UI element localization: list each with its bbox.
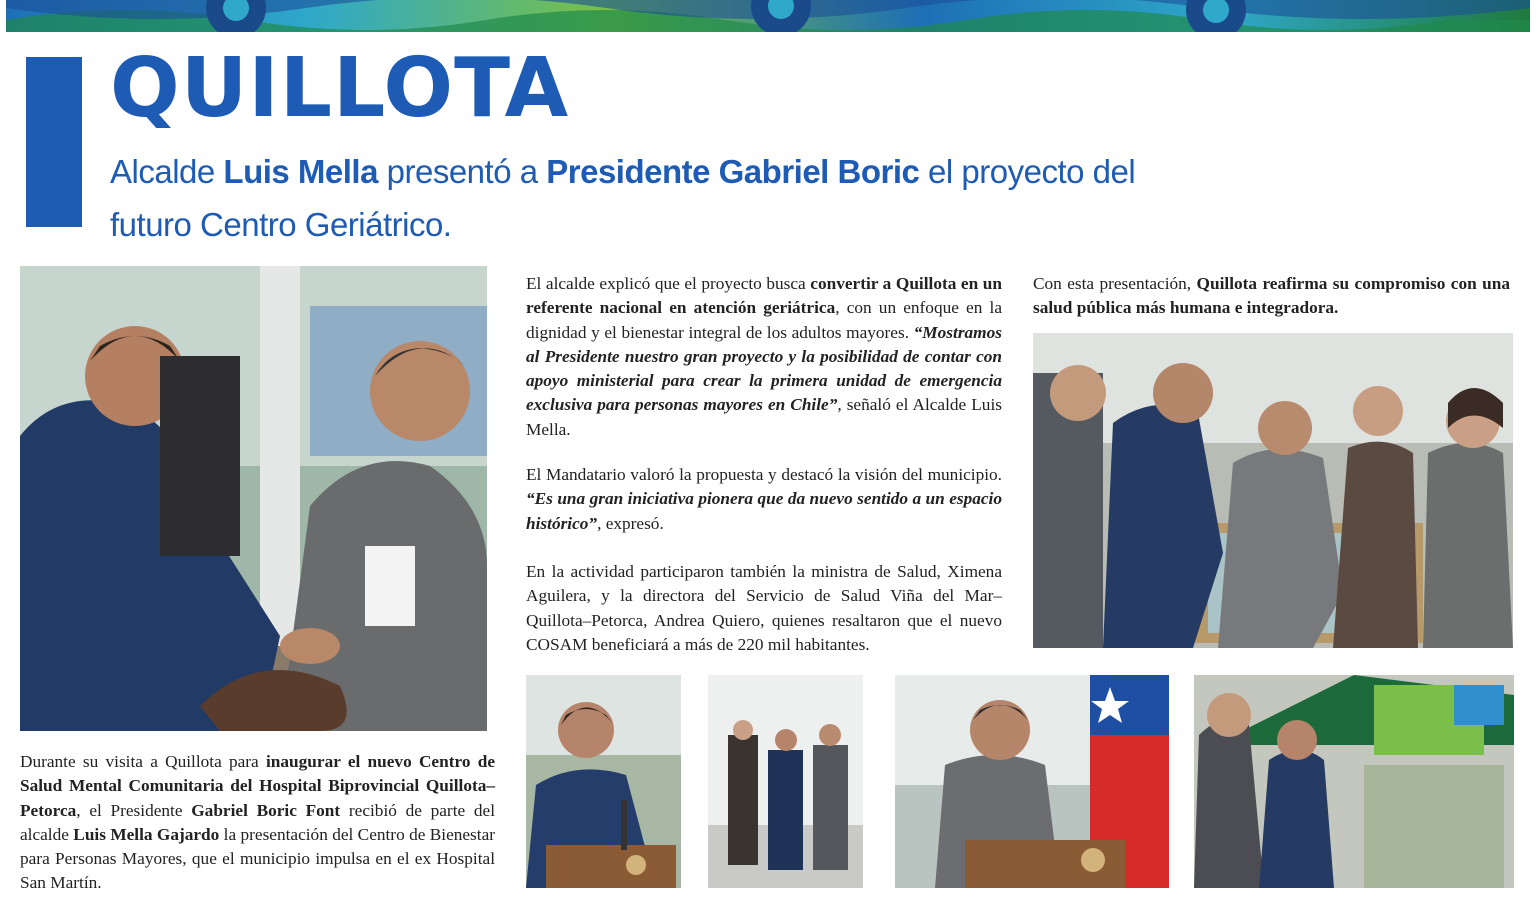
handshake-photo [20, 266, 487, 731]
middle-paragraph-3: En la actividad participaron también la ministra de Salud, Ximena Aguilera, y la directora del Servicio de Salud Viña del Mar–Quillota–Petorca, Andrea Quiero, quienes resaltaron que el nuevo COSAM beneficiará a más de 220 mil habitantes. [526, 562, 1002, 654]
page-title: QUILLOTA [110, 41, 570, 136]
exhibition-tent-photo [1194, 675, 1514, 888]
subtitle: Alcalde Luis Mella presentó a Presidente Gabriel Boric el proyecto del futuro Centro Geriátrico. [110, 153, 1136, 243]
right-column-text: Con esta presentación, Quillota reafirma su compromiso con una salud pública más humana e integradora. [1033, 274, 1510, 318]
middle-paragraph-2: El Mandatario valoró la propuesta y destacó la visión del municipio. “Es una gran iniciativa pionera que da nuevo sentido a un espacio histórico”, expresó. [526, 465, 1002, 533]
top-banner [6, 0, 1530, 32]
mayor-podium-photo [895, 675, 1169, 888]
president-podium-photo [526, 675, 681, 888]
walking-group-photo [708, 675, 863, 888]
model-presentation-photo [1033, 333, 1513, 648]
title-accent-bar [26, 57, 82, 227]
middle-paragraph-1: El alcalde explicó que el proyecto busca convertir a Quillota en un referente nacional en atención geriátrica, con un enfoque en la dignidad y el bienestar integral de los adultos mayores. “Mostramos al Presidente nuestro gran proyecto y la posibilidad de contar con apoyo ministerial para crear la primera unidad de emergencia exclusiva para personas mayores en Chile”, señaló el Alcalde Luis Mella. [526, 274, 1002, 439]
left-column-text: Durante su visita a Quillota para inaugurar el nuevo Centro de Salud Mental Comunitaria del Hospital Biprovincial Quillota–Petorca, el Presidente Gabriel Boric Font recibió de parte del alcalde Luis Mella Gajardo la presentación del Centro de Bienestar para Personas Mayores, que el municipio impulsa en el ex Hospital San Martín. [20, 752, 495, 893]
